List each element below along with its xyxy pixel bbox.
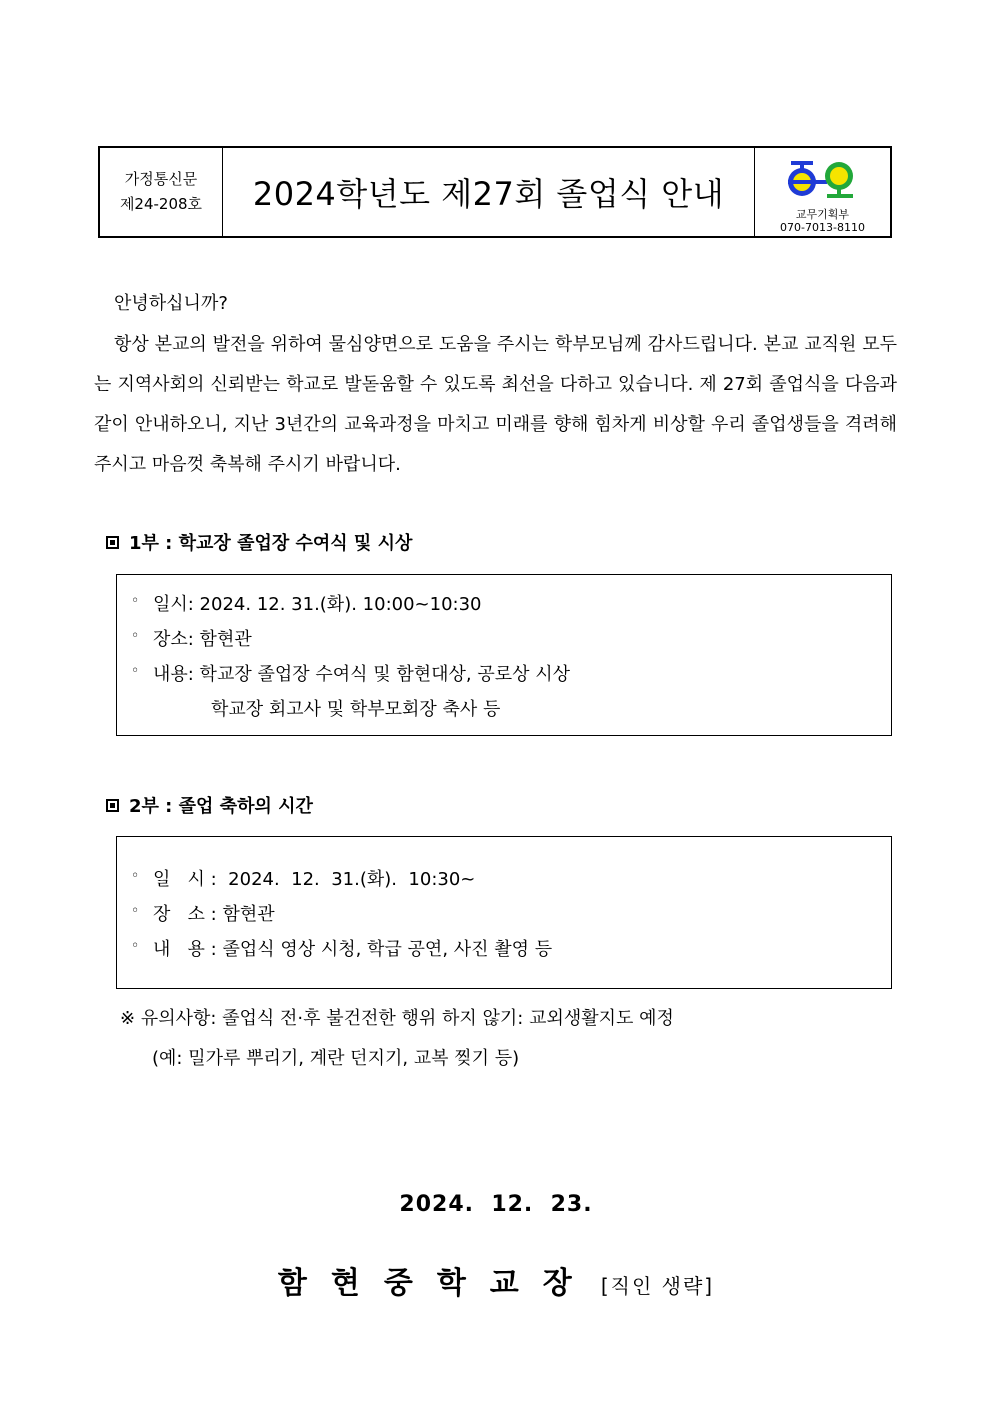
- school-name: 함현중학교장: [277, 1266, 596, 1301]
- page-title: 2024학년도 제27회 졸업식 안내: [252, 175, 725, 213]
- part1-line-content: ◦ 내용: 학교장 졸업장 수여식 및 함현대상, 공로상 시상: [131, 660, 570, 686]
- notice-line2: (예: 밀가루 뿌리기, 계란 던지기, 교복 찢기 등): [152, 1048, 520, 1069]
- letter-body: 항상 본교의 발전을 위하여 물심양면으로 도움을 주시는 학부모님께 감사드립니다. 본교 교직원 모두는 지역사회의 신뢰받는 학교로 발돋움할 수 있도록 최선을 다하고 있습니다. 제 27회 졸업식을 다음과 같이 안내하오니, 지난 3년간의 교육과정을 마치고 미래를 향해 힘차게 비상할 우리 졸업생들을 격려해주시고 마음껏 축복해 주시기 바랍니다.: [94, 334, 897, 475]
- school-logo-icon: [787, 158, 859, 200]
- part2-line-content: ◦ 내 용 : 졸업식 영상 시청, 학급 공연, 사진 촬영 등: [131, 935, 552, 961]
- header-box: [98, 146, 892, 238]
- notice-line1: ※ 유의사항: 졸업식 전·후 불건전한 행위 하지 않기: 교외생활지도 예정: [120, 1008, 674, 1029]
- part2-title: 2부 : 졸업 축하의 시간: [129, 796, 313, 817]
- circle-bullet-icon: ◦: [131, 593, 140, 609]
- signature: [0, 1258, 992, 1302]
- dept-phone: 070-7013-8110: [780, 221, 865, 234]
- part1-line-place: ◦ 장소: 함현관: [131, 625, 252, 651]
- circle-bullet-icon: ◦: [131, 628, 140, 644]
- part2-line-place: ◦ 장 소 : 함현관: [131, 900, 275, 926]
- part1-line-date: ◦ 일시: 2024. 12. 31.(화). 10:00~10:30: [131, 590, 482, 616]
- doc-number: 제24-208호: [119, 195, 203, 213]
- circle-bullet-icon: ◦: [131, 868, 140, 884]
- seal-note: [직인 생략]: [600, 1274, 715, 1298]
- square-bullet-icon: [106, 536, 119, 549]
- doc-info: [100, 148, 223, 236]
- issue-date: 2024. 12. 23.: [399, 1192, 593, 1217]
- dept-name: 교무기획부: [795, 208, 850, 221]
- square-bullet-icon: [106, 799, 119, 812]
- part2-box: [116, 836, 892, 989]
- part1-title: 1부 : 학교장 졸업장 수여식 및 시상: [129, 533, 413, 554]
- part2-line-date: ◦ 일 시 : 2024. 12. 31.(화). 10:30~: [131, 865, 475, 891]
- circle-bullet-icon: ◦: [131, 663, 140, 679]
- part2-heading: [106, 792, 313, 818]
- part1-box: [116, 574, 892, 736]
- doc-type: 가정통신문: [124, 170, 198, 188]
- part1-heading: [106, 529, 412, 555]
- part1-line-content-cont: 학교장 회고사 및 학부모회장 축사 등: [211, 699, 501, 720]
- dept-info: [754, 148, 890, 236]
- greeting: 안녕하십니까?: [114, 293, 228, 314]
- circle-bullet-icon: ◦: [131, 903, 140, 919]
- circle-bullet-icon: ◦: [131, 938, 140, 954]
